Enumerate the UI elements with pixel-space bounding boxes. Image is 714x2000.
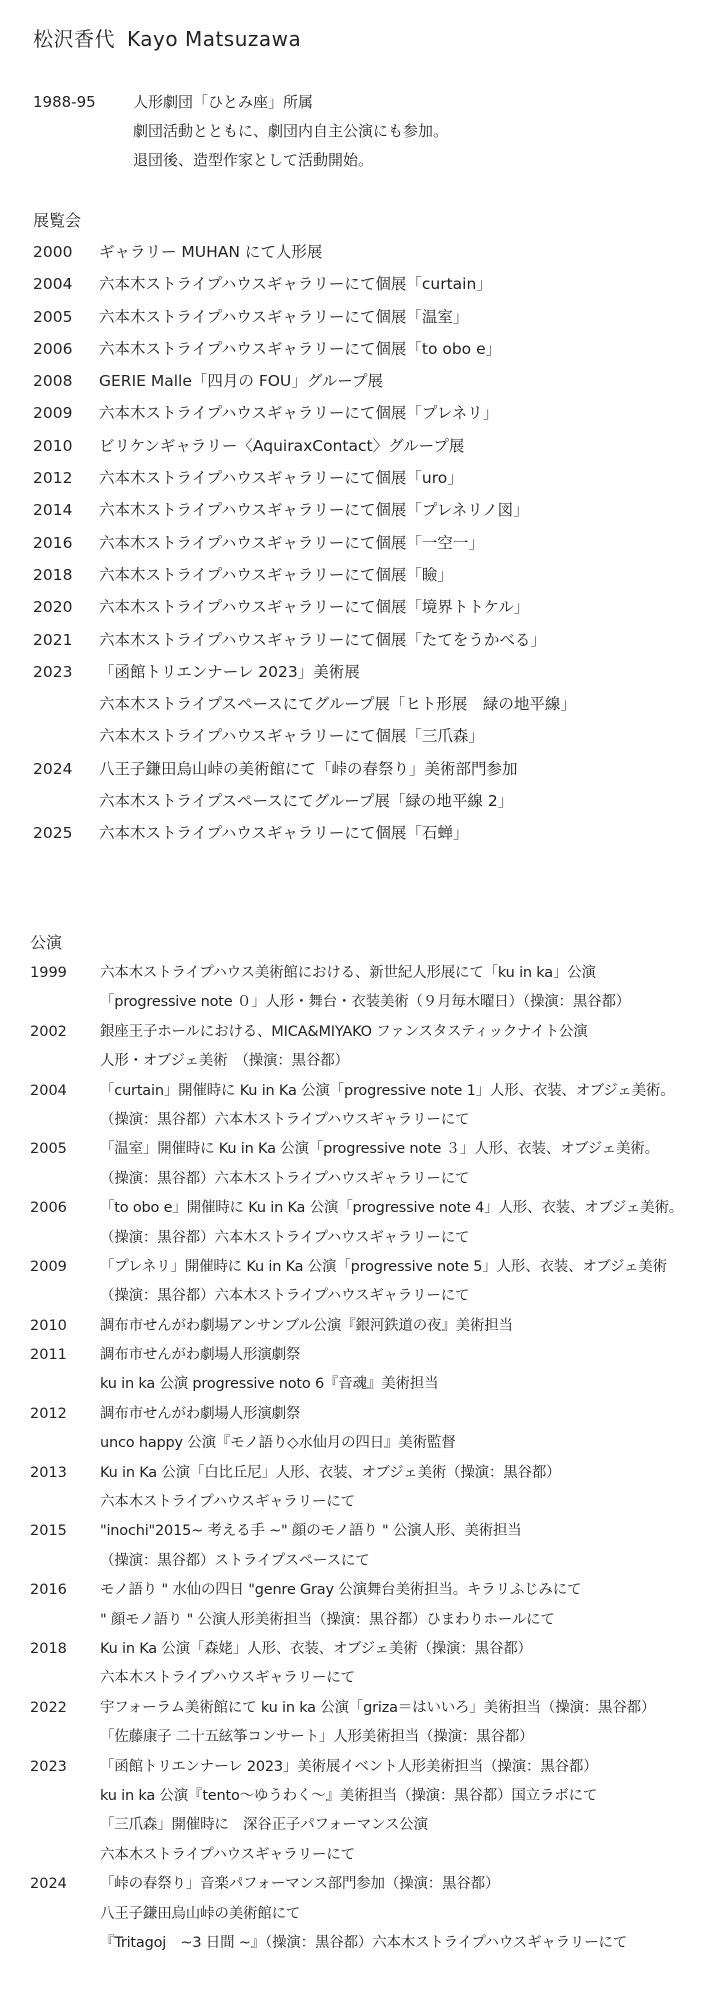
item-text: 六本木ストライプハウス美術館における、新世紀人形展にて「ku in ka」公演	[100, 965, 596, 981]
item-year: 2004	[30, 1082, 67, 1099]
item-year: 1999	[30, 965, 67, 981]
item-year: 2014	[33, 501, 73, 520]
item-text: 人形劇団「ひとみ座」所属	[133, 93, 314, 111]
item-text: 八王子鎌田烏山峠の美術館にて	[100, 1905, 301, 1922]
item-text: （操演：黒谷都）六本木ストライプハウスギャラリーにて	[100, 1170, 470, 1187]
item-year: 2002	[30, 1023, 67, 1040]
exhibitions-heading: 展覧会	[33, 211, 82, 230]
item-text: 調布市せんがわ劇場人形演劇祭	[100, 1405, 301, 1422]
item-year: 1988-95	[33, 93, 96, 111]
item-text: 六本木ストライプハウスギャラリーにて個展「プレネリノ図」	[99, 501, 529, 520]
item-text: 「函館トリエンナーレ 2023」美術展	[99, 662, 360, 681]
item-year: 2023	[33, 662, 73, 681]
item-text: ku in ka 公演 progressive noto 6『音魂』美術担当	[100, 1376, 439, 1393]
item-text: ギャラリー MUHAN にて人形展	[99, 243, 323, 261]
item-text: GERIE Malle「四月の FOU」グループ展	[99, 372, 384, 391]
item-text: 六本木ストライプハウスギャラリーにて個展「プレネリ」	[99, 404, 499, 423]
item-text: 「三爪森」開催時に 深谷正子パフォーマンス公演	[100, 1817, 428, 1834]
item-text: Ku in Ka 公演「白比丘尼」人形、衣装、オブジェ美術（操演：黒谷都）	[100, 1464, 561, 1481]
item-text: 六本木ストライプハウスギャラリーにて個展「瞼」	[99, 565, 453, 584]
item-text: 六本木ストライプハウスギャラリーにて個展「三爪森」	[99, 727, 484, 746]
performances-heading: 公演	[30, 933, 63, 952]
item-text: 六本木ストライプハウスギャラリーにて個展「温室」	[99, 307, 469, 326]
item-year: 2024	[30, 1876, 67, 1893]
item-text: 六本木ストライプハウスギャラリーにて個展「to obo e」	[99, 339, 502, 358]
item-year: 2020	[33, 598, 73, 617]
item-text: モノ語り " 水仙の四日 "genre Gray 公演舞台美術担当。キラリふじみにて	[100, 1582, 582, 1599]
item-text: " 顔モノ語り " 公演人形美術担当（操演：黒谷都）ひまわりホールにて	[100, 1611, 555, 1628]
item-text: 六本木ストライプハウスギャラリーにて個展「curtain」	[99, 275, 492, 294]
item-year: 2005	[30, 1141, 67, 1158]
item-text: 六本木ストライプスペースにてグループ展「緑の地平線 2」	[99, 792, 514, 811]
item-text: 「佐藤康子 二十五絃筝コンサート」人形美術担当（操演：黒谷都）	[100, 1729, 534, 1746]
item-year: 2016	[33, 533, 73, 552]
item-year: 2005	[33, 307, 73, 326]
item-year: 2010	[30, 1317, 67, 1334]
item-year: 2013	[30, 1464, 67, 1481]
item-text: 六本木ストライプハウスギャラリーにて	[100, 1670, 355, 1687]
item-text: 「峠の春祭り」音楽パフォーマンス部門参加（操演：黒谷都）	[100, 1876, 500, 1893]
item-text: 『Tritagoj ~3 日間 ~』（操演：黒谷都）六本木ストライプハウスギャラリーにて	[100, 1934, 628, 1951]
item-year: 2025	[33, 824, 73, 843]
item-text: 「プレネリ」開催時に Ku in Ka 公演「progressive note 5」人形、衣装、オブジェ美術	[100, 1258, 667, 1275]
item-text: 六本木ストライプハウスギャラリーにて	[100, 1846, 355, 1863]
item-text: 「curtain」開催時に Ku in Ka 公演「progressive note 1」人形、衣装、オブジェ美術。	[100, 1082, 675, 1099]
item-text: 六本木ストライプハウスギャラリーにて個展「たてをうかべる」	[99, 630, 546, 649]
item-text: "inochi"2015~ 考える手 ~" 顔のモノ語り " 公演人形、美術担当	[100, 1523, 522, 1540]
item-year: 2004	[33, 275, 73, 294]
item-text: ビリケンギャラリー〈AquiraxContact〉グループ展	[99, 436, 465, 455]
item-text: （操演：黒谷都）六本木ストライプハウスギャラリーにて	[100, 1111, 470, 1128]
item-text: 「温室」開催時に Ku in Ka 公演「progressive note ３」人形、衣装、オブジェ美術。	[100, 1141, 659, 1158]
item-text: 六本木ストライプハウスギャラリーにて個展「石蝉」	[99, 824, 469, 843]
item-text: 「to obo e」開催時に Ku in Ka 公演「progressive note 4」人形、衣装、オブジェ美術。	[100, 1200, 684, 1217]
item-year: 2006	[30, 1200, 67, 1217]
item-text: 調布市せんがわ劇場アンサンブル公演『銀河鉄道の夜』美術担当	[100, 1317, 513, 1334]
item-text: 八王子鎌田烏山峠の美術館にて「峠の春祭り」美術部門参加	[99, 759, 518, 778]
item-text: unco happy 公演『モノ語り◇水仙月の四日』美術監督	[100, 1435, 456, 1452]
item-text: 人形・オブジェ美術 （操演：黒谷都）	[100, 1053, 349, 1070]
item-text: 銀座王子ホールにおける、MICA&MIYAKO ファンスタスティックナイト公演	[100, 1023, 588, 1040]
item-year: 2000	[33, 243, 73, 261]
item-year: 2024	[33, 759, 73, 778]
item-text: 宇フォーラム美術館にて ku in ka 公演「griza＝はいいろ」美術担当（操演：黒谷都）	[100, 1699, 656, 1716]
item-year: 2023	[30, 1758, 67, 1775]
item-text: 六本木ストライプハウスギャラリーにて	[100, 1494, 355, 1511]
item-text: 六本木ストライプハウスギャラリーにて個展「境界トトケル」	[99, 598, 530, 617]
item-text: （操演：黒谷都）六本木ストライプハウスギャラリーにて	[100, 1229, 470, 1246]
item-year: 2015	[30, 1523, 67, 1540]
item-text: 劇団活動とともに、劇団内自主公演にも参加。	[133, 122, 449, 140]
item-text: （操演：黒谷都）六本木ストライプハウスギャラリーにて	[100, 1288, 470, 1305]
item-text: 六本木ストライプハウスギャラリーにて個展「一空一」	[99, 533, 484, 552]
item-text: 「函館トリエンナーレ 2023」美術展イベント人形美術担当（操演：黒谷都）	[100, 1758, 598, 1775]
item-year: 2012	[30, 1405, 67, 1422]
item-text: ku in ka 公演『tento〜ゆうわく〜』美術担当（操演：黒谷都）国立ラボにて	[100, 1787, 598, 1804]
item-year: 2021	[33, 630, 73, 649]
item-text: 調布市せんがわ劇場人形演劇祭	[100, 1347, 301, 1364]
artist-name	[33, 24, 301, 54]
item-year: 2008	[33, 372, 73, 391]
item-text: 六本木ストライプハウスギャラリーにて個展「uro」	[99, 469, 463, 488]
item-year: 2018	[33, 565, 73, 584]
artist-name-en: Kayo Matsuzawa	[127, 27, 302, 51]
item-year: 2022	[30, 1699, 67, 1716]
item-year: 2010	[33, 436, 73, 455]
item-text: Ku in Ka 公演「森姥」人形、衣装、オブジェ美術（操演：黒谷都）	[100, 1640, 532, 1657]
item-text: 「progressive note ０」人形・舞台・衣装美術（９月毎木曜日）（操演：黒谷都）	[100, 994, 631, 1011]
item-year: 2006	[33, 339, 73, 358]
item-year: 2011	[30, 1347, 67, 1364]
item-text: 六本木ストライプスペースにてグループ展「ヒト形展 緑の地平線」	[99, 695, 576, 714]
item-text: （操演：黒谷都）ストライプスペースにて	[100, 1552, 370, 1569]
item-year: 2012	[33, 469, 73, 488]
item-year: 2009	[33, 404, 73, 423]
item-year: 2009	[30, 1258, 67, 1275]
artist-name-jp: 松沢香代	[33, 27, 115, 51]
item-text: 退団後、造型作家として活動開始。	[133, 151, 374, 169]
item-year: 2018	[30, 1640, 67, 1657]
item-year: 2016	[30, 1582, 67, 1599]
